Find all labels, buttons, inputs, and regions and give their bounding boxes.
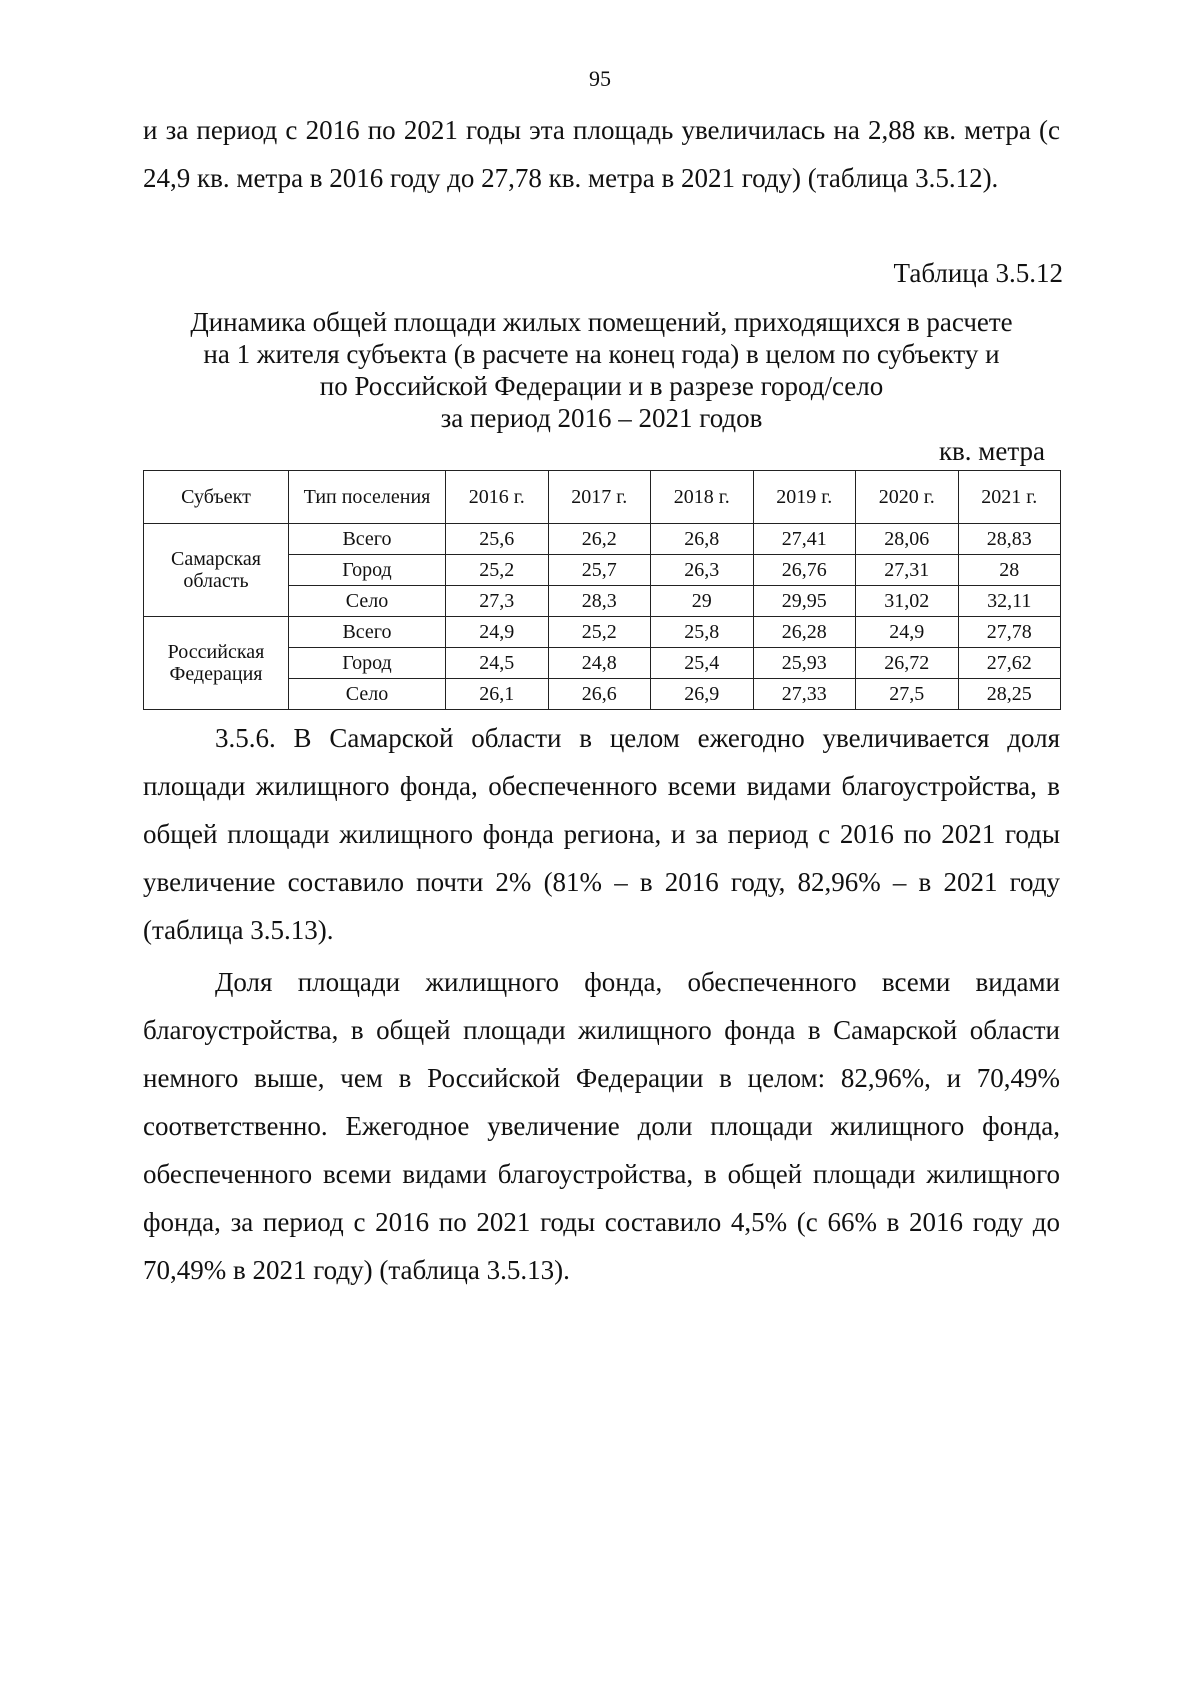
table-caption-line: Динамика общей площади жилых помещений, приходящихся в расчете	[190, 307, 1013, 337]
value-cell: 26,3	[651, 555, 754, 586]
header-settlement-type: Тип поселения	[289, 471, 446, 524]
header-year: 2019 г.	[753, 471, 856, 524]
value-cell: 26,72	[856, 648, 959, 679]
value-cell: 26,9	[651, 679, 754, 710]
table-header-row	[144, 471, 1061, 524]
settlement-type-cell: Всего	[289, 617, 446, 648]
value-cell: 25,2	[446, 555, 549, 586]
header-year: 2017 г.	[548, 471, 651, 524]
table-row	[144, 524, 1061, 555]
value-cell: 26,28	[753, 617, 856, 648]
value-cell: 24,9	[856, 617, 959, 648]
value-cell: 31,02	[856, 586, 959, 617]
paragraph-share: Доля площади жилищного фонда, обеспеченного всеми видами благоустройства, в общей площади жилищного фонда в Самарской области немного выше, чем в Российской Федерации в целом: 82,96%, и 70,49% соответственно. Ежегодное увеличение доли площади жилищного фонда, обеспеченного всеми видами благоустройства, в общей площади жилищного фонда, за период с 2016 по 2021 годы составило 4,5% (с 66% в 2016 году до 70,49% в 2021 году) (таблица 3.5.13).	[143, 967, 1060, 1285]
value-cell: 26,76	[753, 555, 856, 586]
value-cell: 24,9	[446, 617, 549, 648]
header-year: 2021 г.	[958, 471, 1061, 524]
value-cell: 27,33	[753, 679, 856, 710]
table-caption-line: на 1 жителя субъекта (в расчете на конец года) в целом по субъекту и	[203, 339, 1000, 369]
table-label: Таблица 3.5.12	[893, 258, 1063, 288]
value-cell: 27,3	[446, 586, 549, 617]
value-cell: 25,7	[548, 555, 651, 586]
settlement-type-cell: Село	[289, 586, 446, 617]
value-cell: 26,1	[446, 679, 549, 710]
settlement-type-cell: Всего	[289, 524, 446, 555]
value-cell: 29,95	[753, 586, 856, 617]
value-cell: 28,25	[958, 679, 1061, 710]
value-cell: 27,41	[753, 524, 856, 555]
value-cell: 29	[651, 586, 754, 617]
header-subject: Субъект	[144, 471, 289, 524]
subject-cell: Самарская область	[144, 524, 289, 617]
value-cell: 28,83	[958, 524, 1061, 555]
value-cell: 24,8	[548, 648, 651, 679]
intro-paragraph: и за период с 2016 по 2021 годы эта площадь увеличилась на 2,88 кв. метра (с 24,9 кв. метра в 2016 году до 27,78 кв. метра в 2021 году) (таблица 3.5.12).	[143, 115, 1060, 193]
settlement-type-cell: Город	[289, 555, 446, 586]
settlement-type-cell: Город	[289, 648, 446, 679]
page-number: 95	[589, 66, 611, 91]
value-cell: 27,78	[958, 617, 1061, 648]
value-cell: 28,06	[856, 524, 959, 555]
unit-label: кв. метра	[938, 436, 1045, 466]
value-cell: 27,62	[958, 648, 1061, 679]
header-year: 2016 г.	[446, 471, 549, 524]
value-cell: 27,5	[856, 679, 959, 710]
paragraph-3-5-6: 3.5.6. В Самарской области в целом ежегодно увеличивается доля площади жилищного фонда, обеспеченного всеми видами благоустройства, в общей площади жилищного фонда региона, и за период с 2016 по 2021 годы увеличение составило почти 2% (81% – в 2016 году, 82,96% – в 2021 году (таблица 3.5.13).	[143, 723, 1060, 945]
value-cell: 28,3	[548, 586, 651, 617]
table-caption-line: по Российской Федерации и в разрезе город/село	[319, 371, 884, 401]
value-cell: 25,2	[548, 617, 651, 648]
value-cell: 26,8	[651, 524, 754, 555]
settlement-type-cell: Село	[289, 679, 446, 710]
value-cell: 26,6	[548, 679, 651, 710]
value-cell: 25,8	[651, 617, 754, 648]
header-year: 2018 г.	[651, 471, 754, 524]
value-cell: 25,4	[651, 648, 754, 679]
table-row	[144, 617, 1061, 648]
value-cell: 32,11	[958, 586, 1061, 617]
value-cell: 25,93	[753, 648, 856, 679]
header-year: 2020 г.	[856, 471, 959, 524]
value-cell: 24,5	[446, 648, 549, 679]
value-cell: 28	[958, 555, 1061, 586]
subject-cell: Российская Федерация	[144, 617, 289, 710]
value-cell: 27,31	[856, 555, 959, 586]
value-cell: 26,2	[548, 524, 651, 555]
table-caption-line: за период 2016 – 2021 годов	[440, 403, 763, 433]
housing-area-table	[143, 470, 1061, 710]
table-caption	[143, 306, 1060, 434]
value-cell: 25,6	[446, 524, 549, 555]
